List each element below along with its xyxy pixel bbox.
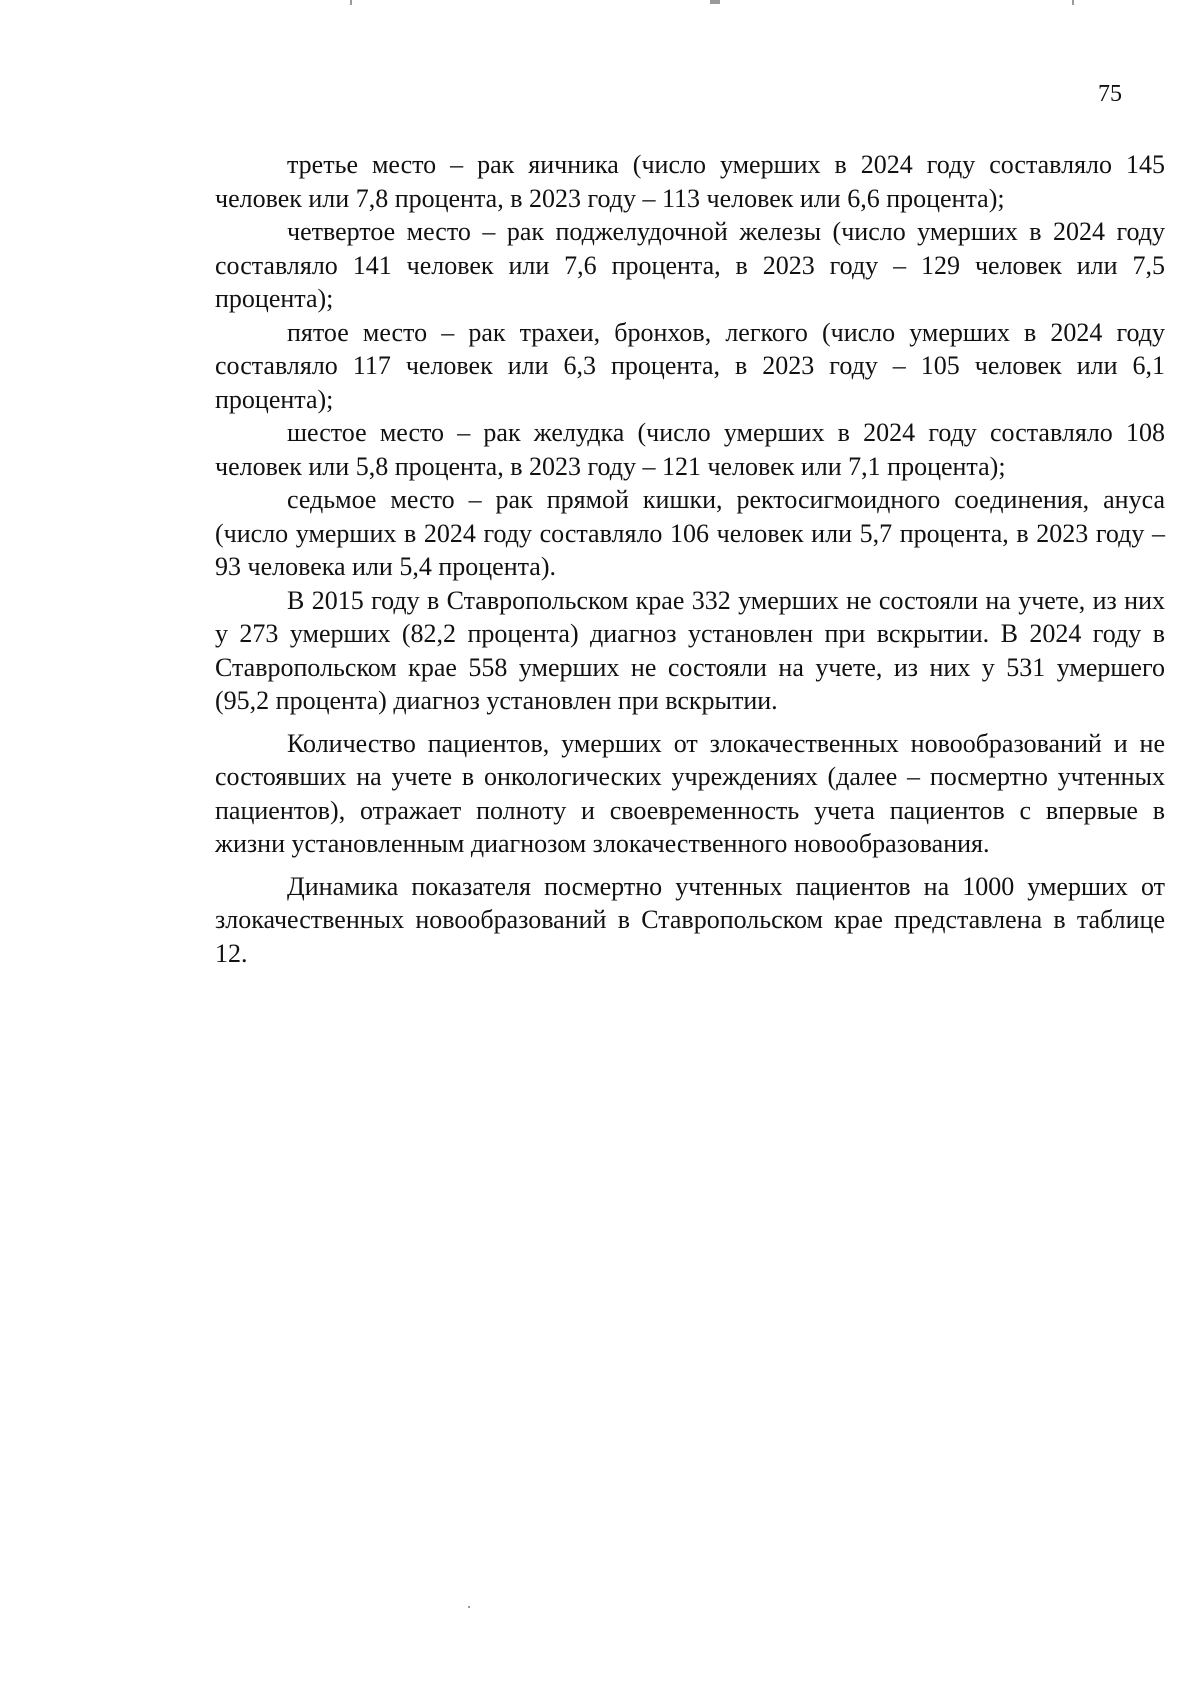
document-body — [215, 148, 1165, 970]
scan-mark-top-left — [350, 0, 352, 5]
paragraph-third-place: третье место – рак яичника (число умерших в 2024 году составляло 145 человек или 7,8 процента, в 2023 году – 113 человек или 6,6 процента); — [215, 150, 1165, 213]
paragraph-seventh-place: седьмое место – рак прямой кишки, ректосигмоидного соединения, ануса (число умерших в 2024 году составляло 106 человек или 5,7 процента, в 2023 году – 93 человека или 5,4 процента). — [215, 485, 1165, 581]
scan-mark-top-center — [710, 0, 720, 4]
scan-mark-top-right — [1072, 0, 1074, 5]
page-number: 75 — [1098, 81, 1122, 107]
paragraph-fifth-place: пятое место – рак трахеи, бронхов, легкого (число умерших в 2024 году составляло 117 человек или 6,3 процента, в 2023 году – 105 человек или 6,1 процента); — [215, 317, 1165, 414]
paragraph-unregistered-deaths: В 2015 году в Ставропольском крае 332 умерших не состояли на учете, из них у 273 умерших (82,2 процента) диагноз установлен при вскрытии. В 2024 году в Ставропольском крае 558 умерших не состояли на учете, из них у 531 умершего (95,2 процента) диагноз установлен при вскрытии. — [215, 585, 1165, 715]
paragraph-table-reference: Динамика показателя посмертно учтенных пациентов на 1000 умерших от злокачественных новообразований в Ставропольском крае представлена в таблице 12. — [215, 871, 1165, 968]
paragraph-fourth-place: четвертое место – рак поджелудочной железы (число умерших в 2024 году составляло 141 человек или 7,6 процента, в 2023 году – 129 человек или 7,5 процента); — [215, 217, 1165, 313]
scan-mark-bottom-dot — [468, 1606, 470, 1608]
paragraph-sixth-place: шестое место – рак желудка (число умерших в 2024 году составляло 108 человек или 5,8 процента, в 2023 году – 121 человек или 7,1 процента); — [215, 418, 1165, 481]
paragraph-posthumous-patients: Количество пациентов, умерших от злокачественных новообразований и не состоявших на учете в онкологических учреждениях (далее – посмертно учтенных пациентов), отражает полноту и своевременность учета пациентов с впервые в жизни установленным диагнозом злокачественного новообразования. — [215, 728, 1165, 858]
